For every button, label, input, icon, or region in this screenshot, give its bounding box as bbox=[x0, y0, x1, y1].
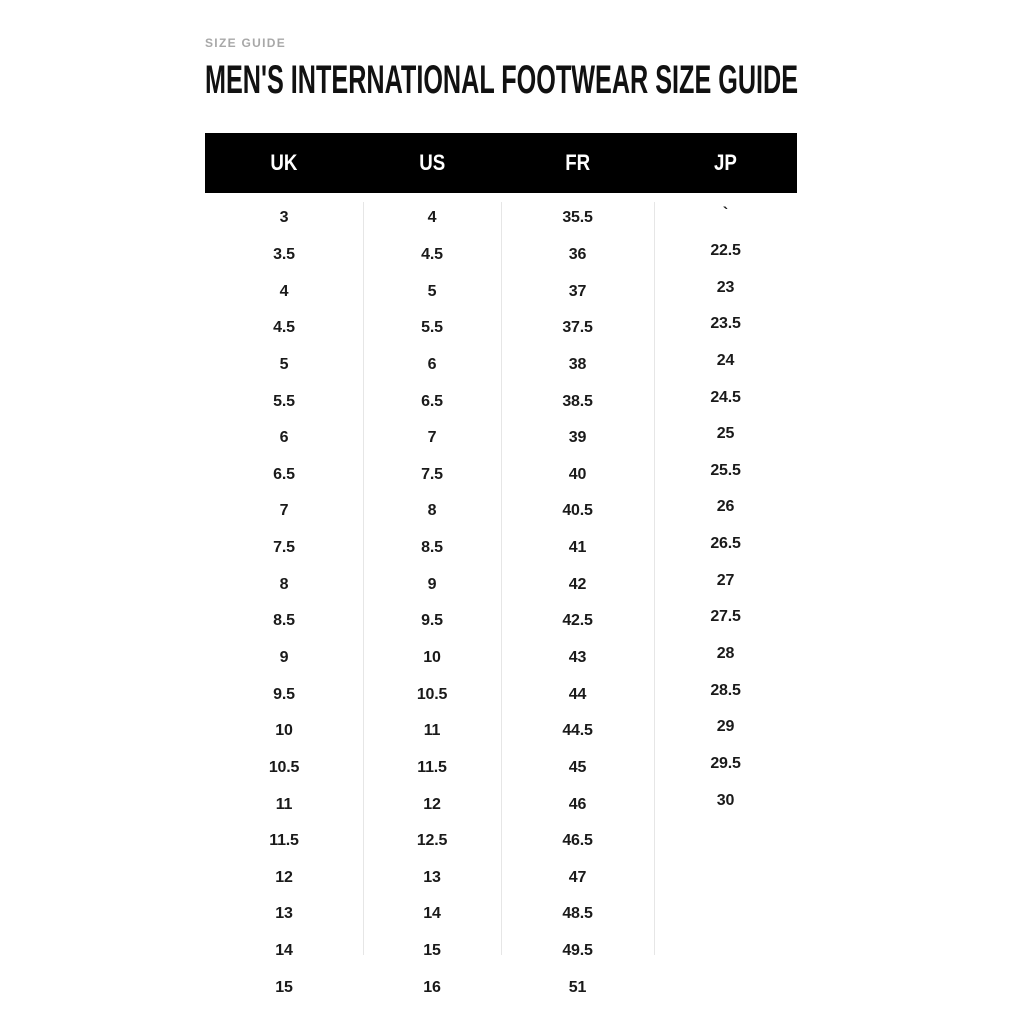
eyebrow-label: SIZE GUIDE bbox=[205, 36, 287, 50]
size-cell-fr: 49.5 bbox=[562, 942, 593, 960]
size-cell-fr: 36 bbox=[568, 245, 587, 263]
size-cell-us: 16 bbox=[423, 978, 441, 996]
header-label-fr: FR bbox=[565, 150, 590, 175]
size-cell-jp: 25.5 bbox=[710, 461, 741, 479]
size-cell-fr: 41 bbox=[568, 539, 587, 557]
size-cell-fr: 44 bbox=[568, 685, 587, 703]
size-cell-fr: 40.5 bbox=[562, 502, 593, 520]
header-cell-fr bbox=[501, 133, 654, 193]
size-cell-uk: 6.5 bbox=[273, 465, 295, 483]
size-cell-fr: 46 bbox=[568, 795, 587, 813]
column-divider-fr-jp bbox=[654, 202, 655, 955]
size-cell-us: 5.5 bbox=[421, 319, 443, 337]
size-cell-jp bbox=[654, 965, 797, 1002]
size-cell-uk: 10.5 bbox=[268, 758, 300, 776]
size-cell-us: 6.5 bbox=[421, 392, 443, 410]
size-cell-us: 11 bbox=[423, 722, 441, 740]
size-cell-us: 13 bbox=[423, 868, 441, 886]
size-cell-us: 5 bbox=[427, 282, 437, 300]
size-cell-us: 14 bbox=[423, 905, 441, 923]
size-cell-fr: 35.5 bbox=[562, 209, 593, 227]
size-cell-uk: 3 bbox=[279, 209, 289, 227]
header-cell-jp bbox=[654, 133, 797, 193]
size-cell-us: 8.5 bbox=[421, 539, 443, 557]
size-cell-uk: 7.5 bbox=[273, 539, 295, 557]
size-cell-jp bbox=[654, 856, 797, 893]
size-cell-us: 10 bbox=[423, 649, 441, 666]
size-cell-uk: 11.5 bbox=[269, 832, 299, 850]
column-divider-uk-us bbox=[363, 202, 364, 955]
column-divider-us-fr bbox=[501, 202, 502, 955]
size-cell-us: 4 bbox=[427, 209, 437, 227]
size-cell-fr: 38 bbox=[568, 355, 587, 373]
size-cell-fr: 37.5 bbox=[562, 319, 593, 337]
size-cell-jp bbox=[654, 892, 797, 929]
size-cell-jp: 23 bbox=[716, 278, 735, 296]
size-cell-jp: 22.5 bbox=[710, 241, 741, 259]
size-cell-fr: 42 bbox=[568, 575, 587, 593]
header-label-jp: JP bbox=[714, 150, 737, 175]
size-cell-us: 4.5 bbox=[421, 245, 443, 263]
size-cell-jp: 24.5 bbox=[710, 388, 741, 406]
header-label-us: US bbox=[419, 150, 445, 175]
size-cell-uk: 8.5 bbox=[273, 612, 295, 630]
size-cell-uk: 15 bbox=[275, 978, 293, 996]
size-cell-uk: 9.5 bbox=[273, 685, 295, 703]
size-cell-uk: 4 bbox=[279, 282, 289, 300]
size-cell-fr: 38.5 bbox=[562, 392, 593, 410]
size-cell-jp: 25 bbox=[716, 425, 735, 443]
size-cell-fr: 40 bbox=[568, 465, 587, 483]
header-cell-us bbox=[363, 133, 501, 193]
size-cell-uk: 9 bbox=[279, 649, 289, 666]
size-cell-fr: 46.5 bbox=[562, 832, 593, 850]
size-cell-jp bbox=[654, 819, 797, 856]
size-cell-us: 12.5 bbox=[416, 832, 448, 850]
size-cell-us: 11.5 bbox=[417, 758, 447, 776]
size-cell-us: 10.5 bbox=[416, 685, 448, 703]
size-cell-jp: 23.5 bbox=[710, 315, 741, 333]
size-cell-us: 9.5 bbox=[421, 612, 443, 630]
size-cell-jp: 29.5 bbox=[710, 754, 741, 772]
size-cell-jp: 27 bbox=[716, 571, 735, 589]
size-cell-uk: 5 bbox=[279, 355, 289, 373]
size-cell-us: 6 bbox=[427, 355, 437, 373]
size-cell-fr: 42.5 bbox=[562, 612, 593, 630]
size-cell-us: 12 bbox=[423, 795, 441, 813]
size-cell-fr: 48.5 bbox=[562, 905, 593, 923]
size-cell-fr: 43 bbox=[568, 649, 587, 666]
size-cell-uk: 8 bbox=[279, 575, 289, 593]
size-cell-uk: 5.5 bbox=[273, 392, 295, 410]
table-header bbox=[205, 133, 797, 193]
header-cell-uk bbox=[205, 133, 363, 193]
size-cell-jp: 27.5 bbox=[710, 608, 741, 626]
size-cell-uk: 11 bbox=[275, 795, 293, 813]
size-cell-jp: ` bbox=[722, 205, 729, 223]
size-cell-fr: 39 bbox=[568, 429, 587, 447]
size-cell-uk: 12 bbox=[275, 868, 293, 886]
size-cell-uk: 13 bbox=[275, 905, 293, 923]
size-cell-fr: 51 bbox=[568, 978, 587, 996]
size-cell-fr: 47 bbox=[568, 868, 587, 886]
size-cell-uk: 3.5 bbox=[273, 245, 295, 263]
size-cell-uk: 10 bbox=[275, 722, 293, 740]
size-cell-us: 15 bbox=[423, 942, 441, 960]
size-cell-jp: 29 bbox=[716, 718, 735, 736]
size-cell-jp bbox=[654, 929, 797, 966]
size-cell-us: 8 bbox=[427, 502, 437, 520]
size-cell-jp: 26.5 bbox=[710, 535, 741, 553]
table-row bbox=[205, 969, 797, 1006]
size-cell-jp: 30 bbox=[716, 791, 735, 809]
size-cell-jp: 24 bbox=[716, 351, 735, 369]
size-cell-uk: 7 bbox=[279, 502, 289, 520]
size-cell-us: 7.5 bbox=[421, 465, 443, 483]
size-cell-jp: 28 bbox=[716, 645, 735, 662]
size-cell-fr: 44.5 bbox=[562, 722, 593, 740]
size-cell-uk: 14 bbox=[275, 942, 293, 960]
size-cell-jp: 28.5 bbox=[710, 681, 741, 699]
size-cell-us: 7 bbox=[427, 429, 437, 447]
size-cell-us: 9 bbox=[427, 575, 437, 593]
header-label-uk: UK bbox=[270, 150, 298, 175]
size-cell-fr: 45 bbox=[568, 758, 587, 776]
page-title: MEN'S INTERNATIONAL FOOTWEAR SIZE GUIDE bbox=[205, 58, 799, 102]
size-cell-uk: 6 bbox=[279, 429, 289, 447]
size-cell-jp: 26 bbox=[716, 498, 735, 516]
size-cell-uk: 4.5 bbox=[273, 319, 295, 337]
size-cell-fr: 37 bbox=[568, 282, 587, 300]
